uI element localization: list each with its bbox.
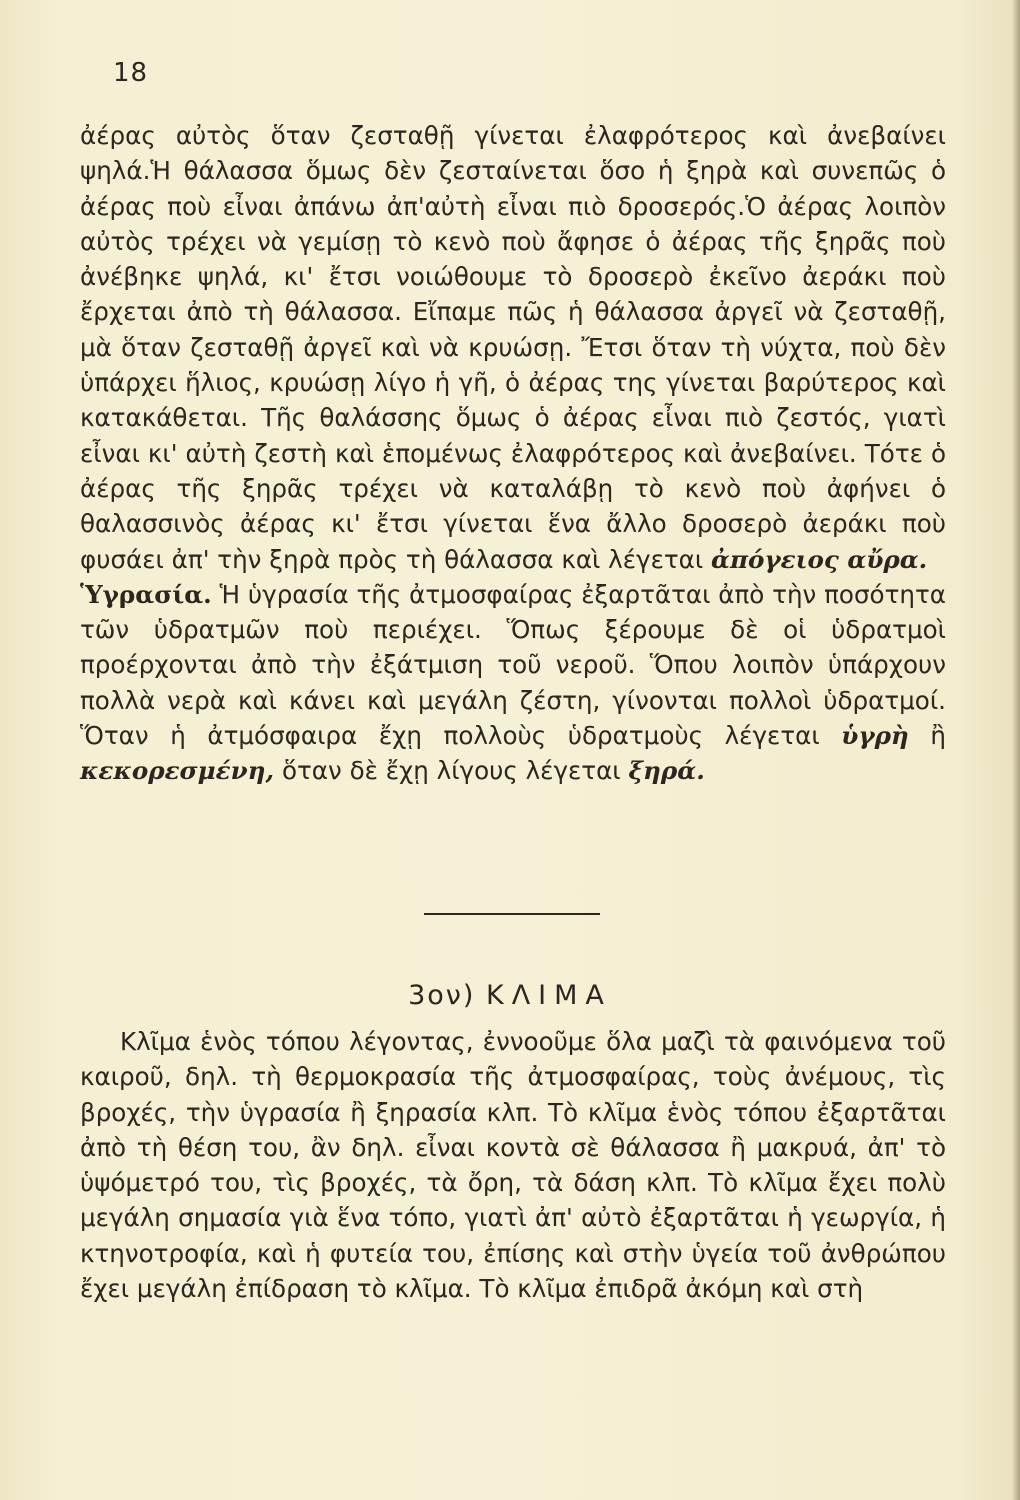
chapter-heading [0, 980, 1020, 1011]
paragraph-climate: Κλῖμα ἑνὸς τόπου λέγοντας, ἐννοοῦμε ὅλα μαζὶ τὰ φαινόμενα τοῦ καιροῦ, δηλ. τὴ θερμοκρασία τῆς ἀτμοσφαίρας, τοὺς ἀνέμους, τὶς βροχές, τὴν ὑγρασία ἢ ξηρασία κλπ. Τὸ κλῖμα ἑνὸς τόπου ἐξαρτᾶται ἀπὸ τὴ θέση του, ἂν δηλ. εἶναι κοντὰ σὲ θάλασσα ἢ μακρυά, ἀπ' τὸ ὑψόμετρό του, τὶς βροχές, τὰ ὄρη, τὰ δάση κλπ. Τὸ κλῖμα ἔχει πολὺ μεγάλη σημασία γιὰ ἕνα τόπο, γιατὶ ἀπ' αὐτὸ ἐξαρτᾶται ἡ γεωργία, ἡ κτηνοτροφία, καὶ ἡ φυτεία του, ἐπίσης καὶ στὴν ὑγεία τοῦ ἀνθρώπου ἔχει μεγάλη ἐπίδραση τὸ κλῖμα. Τὸ κλῖμα ἐπιδρᾶ ἀκόμη καὶ στὴ [80, 1027, 946, 1304]
chapter-number: 3ον) [408, 980, 476, 1011]
paragraph-text: ἀέρας αὐτὸς ὅταν ζεσταθῇ γίνεται ἐλαφρότερος καὶ ἀνεβαίνει ψηλά.Ἡ θάλασσα ὅμως δὲν ζεσταίνεται ὅσο ἡ ξηρὰ καὶ συνεπῶς ὁ ἀέρας ποὺ εἶναι ἀπάνω ἀπ'αὐτὴ εἶναι πιὸ δροσερός.Ὁ ἀέρας λοιπὸν αὐτὸς τρέχει νὰ γεμίσῃ τὸ κενὸ ποὺ ἄφησε ὁ ἀέρας τῆς ξηρᾶς ποὺ ἀνέβηκε ψηλά, κι' ἔτσι νοιώθουμε τὸ δροσερὸ ἐκεῖνο ἀεράκι ποὺ ἔρχεται ἀπὸ τὴ θάλασσα. Εἴπαμε πῶς ἡ θάλασσα ἀργεῖ νὰ ζεσταθῇ, μὰ ὅταν ζεσταθῇ ἀργεῖ καὶ νὰ κρυώσῃ. Ἔτσι ὅταν τὴ νύχτα, ποὺ δὲν ὑπάρχει ἥλιος, κρυώσῃ λίγο ἡ γῆ, ὁ ἀέρας της γίνεται βαρύτερος καὶ κατακάθεται. Τῆς θαλάσσης ὅμως ὁ ἀέρας εἶναι πιὸ ζεστός, γιατὶ εἶναι κι' αὐτὴ ζεστὴ καὶ ἑπομένως ἐλαφρότερος καὶ ἀνεβαίνει. Τότε ὁ ἀέρας τῆς ξηρᾶς τρέχει νὰ καταλάβῃ τὸ κενὸ ποὺ ἀφήνει ὁ θαλασσινὸς ἀέρας κι' ἔτσι γίνεται ἕνα ἄλλο δροσερὸ ἀεράκι ποὺ φυσάει ἀπ' τὴν ξηρὰ πρὸς τὴ θάλασσα καὶ λέγεται [80, 121, 946, 574]
term-saturated: κεκορεσμένη, [80, 756, 275, 786]
term-dry: ξηρά. [628, 756, 705, 786]
section-divider [424, 913, 600, 915]
text-block-climate [80, 1024, 946, 1306]
chapter-title: ΚΛΙΜΑ [486, 980, 612, 1011]
page-number: 18 [113, 58, 149, 88]
section-heading-humidity: Ὑγρασία. [80, 579, 212, 609]
text-block-winds-humidity [80, 118, 946, 789]
term-humid: ὑγρὴ [841, 721, 909, 751]
paragraph-humidity [80, 577, 946, 789]
paragraph-land-breeze [80, 118, 946, 577]
term-land-breeze: ἀπόγειος αὔρα. [711, 544, 928, 574]
paragraph-text: ἢ [930, 721, 946, 751]
page-edge-shadow [1012, 0, 1020, 1500]
paragraph-text: ὅταν δὲ ἔχῃ λίγους λέγεται [281, 756, 621, 786]
paragraph-text: Ἡ ὑγρασία τῆς ἀτμοσφαίρας ἐξαρτᾶται ἀπὸ τὴν ποσότητα τῶν ὑδρατμῶν ποὺ περιέχει. Ὅπως ξέρουμε δὲ οἱ ὑδρατμοὶ προέρχονται ἀπὸ τὴν ἐξάτμιση τοῦ νεροῦ. Ὅπου λοιπὸν ὑπάρχουν πολλὰ νερὰ καὶ κάνει καὶ μεγάλη ζέστη, γίνονται πολλοὶ ὑδρατμοί. Ὅταν ἡ ἀτμόσφαιρα ἔχῃ πολλοὺς ὑδρατμοὺς λέγεται [80, 579, 946, 751]
